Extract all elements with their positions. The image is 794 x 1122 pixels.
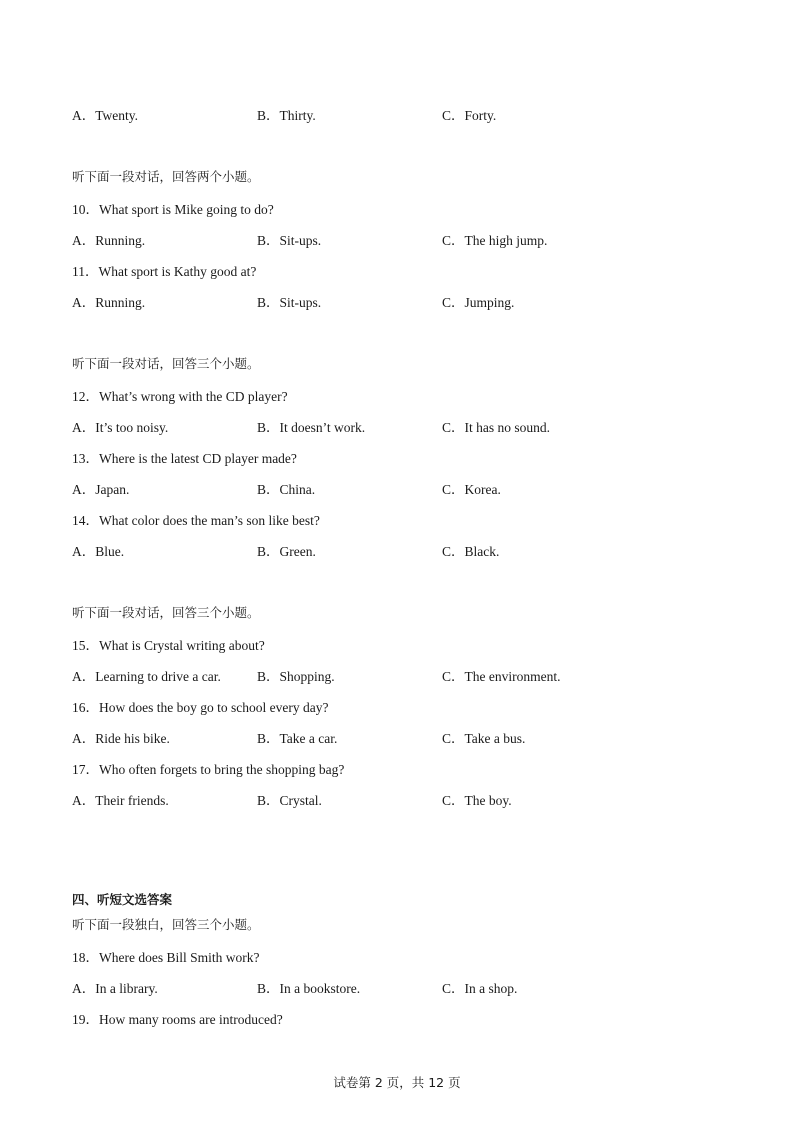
question-text: 15．What is Crystal writing about? [72, 638, 265, 653]
question-text: 12．What’s wrong with the CD player? [72, 389, 288, 404]
option-b: B．Crystal. [257, 793, 322, 808]
listening-instruction: 听下面一段对话，回答两个小题。 [72, 169, 260, 184]
option-b: B．China. [257, 482, 316, 497]
option-a: A．Their friends. [72, 793, 169, 808]
option-c: C．It has no sound. [442, 420, 550, 435]
option-c: C．The environment. [442, 669, 561, 684]
option-a: A．In a library. [72, 981, 158, 996]
listening-instruction: 听下面一段对话，回答三个小题。 [72, 356, 260, 371]
option-b: B．It doesn’t work. [257, 420, 366, 435]
listening-instruction: 听下面一段独白，回答三个小题。 [72, 917, 260, 932]
page-footer [0, 1073, 794, 1091]
question-text: 19．How many rooms are introduced? [72, 1012, 283, 1027]
option-c: C．The high jump. [442, 233, 548, 248]
option-a: A．Japan. [72, 482, 130, 497]
option-c: C．In a shop. [442, 981, 518, 996]
option-c: C．The boy. [442, 793, 512, 808]
option-b: B．Green. [257, 544, 316, 559]
option-b: B．In a bookstore. [257, 981, 361, 996]
option-c: C．Take a bus. [442, 731, 526, 746]
question-text: 17．Who often forgets to bring the shopping bag? [72, 762, 345, 777]
option-b: B．Take a car. [257, 731, 338, 746]
option-b: B．Sit-ups. [257, 233, 322, 248]
option-a: A．Running. [72, 295, 146, 310]
option-a: A．Twenty. [72, 108, 139, 123]
question-text: 16．How does the boy go to school every day? [72, 700, 329, 715]
question-text: 18．Where does Bill Smith work? [72, 950, 260, 965]
listening-instruction: 听下面一段对话，回答三个小题。 [72, 605, 260, 620]
option-c: C．Jumping. [442, 295, 515, 310]
question-text: 10．What sport is Mike going to do? [72, 202, 274, 217]
option-b: B．Sit-ups. [257, 295, 322, 310]
question-text: 11．What sport is Kathy good at? [72, 264, 257, 279]
option-b: B．Thirty. [257, 108, 316, 123]
option-a: A．It’s too noisy. [72, 420, 169, 435]
option-a: A．Ride his bike. [72, 731, 170, 746]
option-c: C．Forty. [442, 108, 497, 123]
option-a: A．Learning to drive a car. [72, 669, 221, 684]
section-heading: 四、听短文选答案 [72, 892, 173, 907]
page-number-text: 试卷第 2 页，共 12 页 [333, 1075, 461, 1090]
question-text: 14．What color does the man’s son like best? [72, 513, 320, 528]
question-text: 13．Where is the latest CD player made? [72, 451, 297, 466]
option-c: C．Korea. [442, 482, 501, 497]
option-a: A．Running. [72, 233, 146, 248]
option-b: B．Shopping. [257, 669, 335, 684]
option-c: C．Black. [442, 544, 500, 559]
option-a: A．Blue. [72, 544, 125, 559]
